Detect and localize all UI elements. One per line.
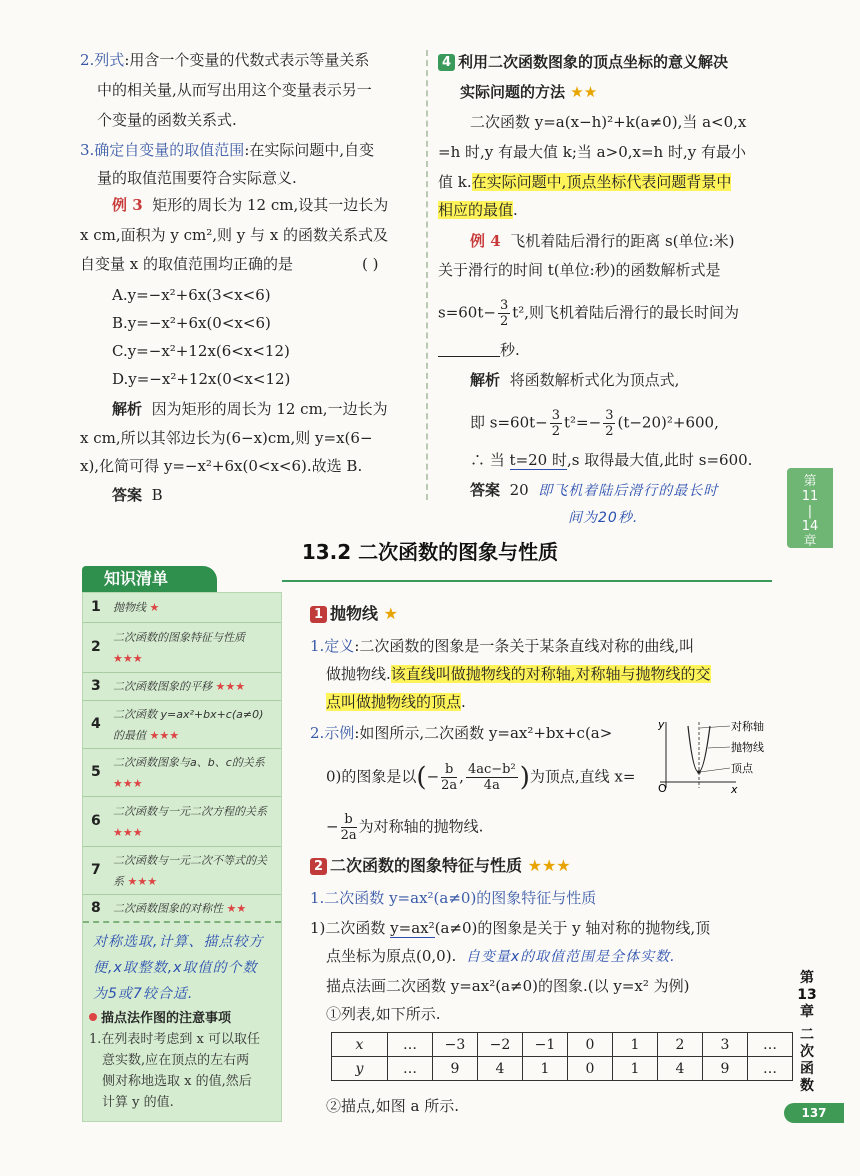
- answer3: 答案 B: [112, 486, 163, 504]
- answer4: 答案 20 即飞机着陆后滑行的最长时: [470, 481, 719, 499]
- option-b: B.y=−x²+6x(0<x<6): [112, 314, 271, 332]
- knowledge-item: 5 二次函数图象与a、b、c的关系 ★★★: [83, 749, 281, 797]
- item2-line2: 中的相关量,从而写出用这个变量表示另一: [97, 81, 372, 99]
- label-parabola: 抛物线: [731, 741, 764, 754]
- handwritten-note-line2: 间为20秒.: [568, 510, 639, 526]
- example-line2: 0)的图象是以(− $\frac{b}{2a}$ , $\frac{\text{4ac−b²}}{4a}$ )为顶点,直线 x=: [326, 762, 636, 793]
- label-y: y: [658, 718, 665, 731]
- definition-line2: 做抛物线.该直线叫做抛物线的对称轴,对称轴与抛物线的交: [326, 665, 711, 683]
- example3-line2: x cm,面积为 y cm²,则 y 与 x 的函数关系式及: [80, 226, 389, 244]
- axis-fraction: $\frac{b}{2a}$: [340, 812, 357, 843]
- section1-heading: 1 抛物线 ★: [310, 604, 398, 624]
- example-line3: − $\frac{b}{2a}$ 为对称轴的抛物线.: [326, 812, 484, 843]
- knowledge-panel: [82, 592, 282, 1122]
- solution3-line3: x),化简可得 y=−x²+6x(0<x<6).故选 B.: [80, 457, 363, 475]
- label-vertex: 顶点: [731, 762, 753, 775]
- vertex-x-fraction: $\frac{b}{2a}$: [441, 762, 458, 793]
- section2-badge: 2: [310, 858, 327, 875]
- knowledge-item: 1 抛物线 ★: [83, 593, 281, 623]
- knowledge-list-header: 知识清单: [82, 566, 217, 592]
- example3-line1: 例 3 矩形的周长为 12 cm,设其一边长为: [112, 196, 389, 214]
- subsection1-heading: 1.二次函数 y=ax²(a≠0)的图象特征与性质: [310, 889, 597, 907]
- label-origin: O: [658, 782, 667, 794]
- item3-line2: 量的取值范围要符合实际意义.: [97, 169, 297, 187]
- example4-blank: 秒.: [438, 340, 520, 360]
- label-x: x: [731, 783, 738, 794]
- sec4-para-line1: 二次函数 y=a(x−h)²+k(a≠0),当 a<0,x: [470, 113, 747, 131]
- knowledge-item: 3 二次函数图象的平移 ★★★: [83, 673, 281, 701]
- section4-title-line1: 4 利用二次函数图象的顶点坐标的意义解决: [438, 52, 728, 72]
- option-d: D.y=−x²+12x(0<x<12): [112, 370, 291, 388]
- table-row: x … −3 −2 −1 0 1 2 3 …: [332, 1033, 793, 1057]
- definition-line3: 点叫做抛物线的顶点.: [326, 693, 466, 711]
- property-line3: 描点法画二次函数 y=ax²(a≠0)的图象.(以 y=x² 为例): [326, 977, 690, 995]
- solution4-line2: 即 s=60t− $\frac{3}{2}$ t²=− $\frac{3}{2}$ (t−20)²+600,: [470, 408, 719, 439]
- knowledge-item: 6 二次函数与一元二次方程的关系 ★★★: [83, 797, 281, 847]
- sec4-para-line3: 值 k.在实际问题中,顶点坐标代表问题背景中: [438, 173, 732, 191]
- section4-stars: ★★: [570, 83, 598, 101]
- section4-title-line2: 实际问题的方法 ★★: [460, 83, 598, 101]
- fraction-3-2-c: $\frac{3}{2}$: [605, 408, 614, 439]
- solution3-line1: 解析 因为矩形的周长为 12 cm,一边长为: [112, 400, 388, 418]
- option-a: A.y=−x²+6x(3<x<6): [112, 286, 271, 304]
- item2-line3: 个变量的函数关系式.: [97, 111, 237, 129]
- page-number: 137: [784, 1103, 844, 1123]
- handwritten-note: 即飞机着陆后滑行的最长时: [538, 483, 719, 499]
- leader-line: [708, 747, 730, 748]
- chapter-range-tab: 第 11 | 14 章: [787, 468, 833, 548]
- fraction-3-2-b: $\frac{3}{2}$: [551, 408, 560, 439]
- value-table: [331, 1032, 793, 1081]
- example4-line3: s=60t− $\frac{3}{2}$ t²,则飞机着陆后滑行的最长时间为: [438, 298, 740, 329]
- example3-line3: 自变量 x 的取值范围均正确的是: [80, 255, 293, 273]
- example4-line1: 例 4 飞机着陆后滑行的距离 s(单位:米): [470, 232, 735, 250]
- chapter-tab: 第 13 章 二 次 函 数: [797, 970, 817, 1094]
- vertex-y-fraction: $\frac{\text{4ac−b²}}{4a}$: [467, 762, 516, 793]
- solution4-line1: 解析 将函数解析式化为顶点式,: [470, 371, 680, 389]
- example-line1: 2.示例:如图所示,二次函数 y=ax²+bx+c(a>: [310, 724, 613, 742]
- property-line2: 点坐标为原点(0,0). 自变量x的取值范围是全体实数.: [326, 947, 676, 965]
- fraction-3-2: $\frac{3}{2}$: [499, 298, 509, 329]
- property-line4: ①列表,如下所示.: [326, 1005, 441, 1023]
- panel-handwritten-note: 对称选取,计算、描点较方 便,x取整数,x取值的个数 为5或7较合适.: [93, 934, 264, 1002]
- knowledge-item: 4 二次函数 y=ax²+bx+c(a≠0)的最值 ★★★: [83, 701, 281, 749]
- knowledge-item: 7 二次函数与一元二次不等式的关系 ★★★: [83, 847, 281, 895]
- section4-badge: 4: [438, 54, 455, 71]
- tip-text: 1.在列表时考虑到 x 可以取任 意实数,应在顶点的左右两 侧对称地选取 x 的值,然后 计算 y 的值.: [89, 1032, 260, 1110]
- sec4-para-line2: =h 时,y 有最大值 k;当 a>0,x=h 时,y 有最小: [438, 143, 746, 161]
- item2-line1: 2.列式:用含一个变量的代数式表示等量关系: [80, 51, 370, 69]
- table-row: y … 9 4 1 0 1 4 9 …: [332, 1057, 793, 1081]
- item3-line1: 3.确定自变量的取值范围:在实际问题中,自变: [80, 141, 375, 159]
- solution4-line3: ∴ 当 t=20 时,s 取得最大值,此时 s=600.: [470, 451, 753, 469]
- leader-line: [700, 768, 730, 772]
- bullet-dot-icon: [89, 1013, 97, 1021]
- section2-heading: 2 二次函数的图象特征与性质 ★★★: [310, 856, 571, 876]
- section-title: 13.2 二次函数的图象与性质: [301, 540, 559, 564]
- tip-heading: 描点法作图的注意事项: [89, 1007, 231, 1026]
- header-rule: [282, 580, 772, 582]
- parabola-graph: [658, 718, 778, 794]
- property-line1: 1)二次函数 y=ax²(a≠0)的图象是关于 y 轴对称的抛物线,顶: [310, 919, 711, 937]
- answer-blank: [438, 342, 500, 357]
- knowledge-item: 8 二次函数图象的对称性 ★★: [83, 895, 281, 923]
- solution3-line2: x cm,所以其邻边长为(6−x)cm,则 y=x(6−: [80, 429, 373, 447]
- option-c: C.y=−x²+12x(6<x<12): [112, 342, 290, 360]
- section1-badge: 1: [310, 606, 327, 623]
- leader-line: [700, 726, 730, 728]
- label-axis: 对称轴: [731, 720, 764, 733]
- column-divider: [426, 50, 428, 500]
- definition-line1: 1.定义:二次函数的图象是一条关于某条直线对称的曲线,叫: [310, 637, 695, 655]
- knowledge-item: 2 二次函数的图象特征与性质 ★★★: [83, 623, 281, 673]
- answer-paren: ( ): [362, 255, 379, 273]
- sec4-para-line4: 相应的最值.: [438, 201, 518, 219]
- property-line5: ②描点,如图 a 所示.: [326, 1097, 460, 1115]
- example4-line2: 关于滑行的时间 t(单位:秒)的函数解析式是: [438, 261, 721, 279]
